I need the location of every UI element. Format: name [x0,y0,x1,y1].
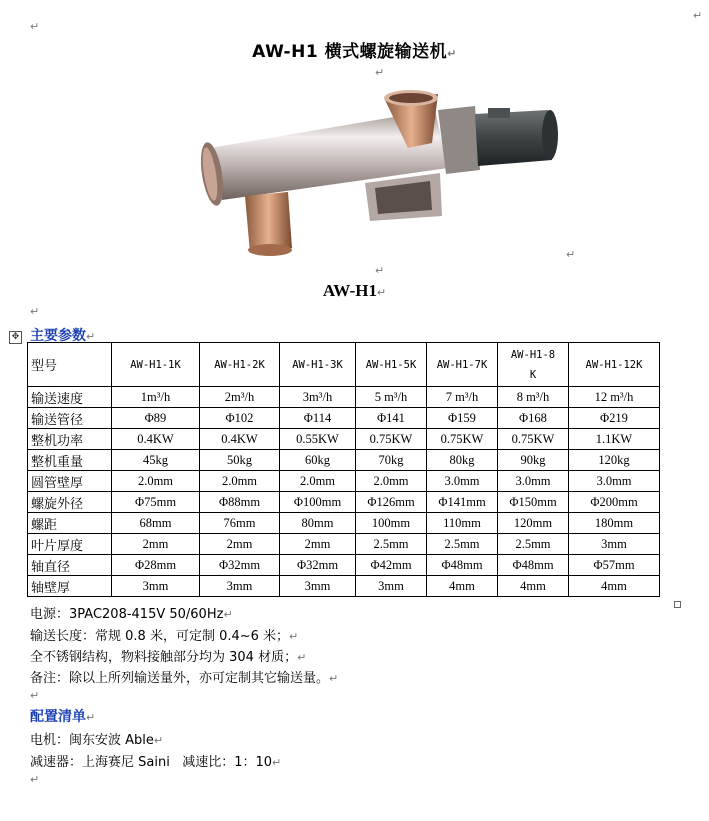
paragraph-mark: ↵ [297,651,307,664]
config-reducer [30,751,281,770]
table-cell: Φ32mm [280,555,356,576]
note-text: 全不锈钢结构，物料接触部分均为 304 材质； [30,650,298,665]
table-cell: Φ32mm [200,555,280,576]
table-cell: 80mm [280,513,356,534]
table-cell: 2.0mm [356,471,427,492]
config-text: 电机：闽东安波 Able [30,733,154,748]
paragraph-mark: ↵ [272,756,282,769]
table-cell: 3mm [356,576,427,597]
note-power [30,603,233,622]
table-cell: 12 m³/h [569,387,660,408]
table-cell: 3mm [280,576,356,597]
image-caption-text: AW-H1 [322,281,377,300]
table-cell: Φ126mm [356,492,427,513]
table-cell: 0.75KW [498,429,569,450]
table-cell: 120kg [569,450,660,471]
table-cell: 110mm [427,513,498,534]
row-label-cell: 整机重量 [28,450,112,471]
table-cell: Φ200mm [569,492,660,513]
table-cell: 90kg [498,450,569,471]
header-cell-line: AW-H1-8 [510,348,556,361]
table-cell: 3mm [112,576,200,597]
paragraph-mark: ↵ [375,264,385,277]
table-cell: 7 m³/h [427,387,498,408]
table-row [28,450,660,471]
paragraph-mark: ↵ [30,773,40,786]
table-cell: Φ168 [498,408,569,429]
table-cell: 4mm [427,576,498,597]
image-caption [0,281,709,301]
table-cell: Φ114 [280,408,356,429]
page-title [0,37,709,62]
table-row [28,492,660,513]
table-cell: 2.0mm [200,471,280,492]
table-row [28,471,660,492]
table-cell: Φ150mm [498,492,569,513]
table-cell: 3mm [200,576,280,597]
table-cell: 50kg [200,450,280,471]
table-row [28,408,660,429]
table-cell: 3.0mm [498,471,569,492]
table-cell: 70kg [356,450,427,471]
row-label-cell: 螺距 [28,513,112,534]
note-text: 电源：3PAC208-415V 50/60Hz [30,607,224,622]
table-cell: Φ141 [356,408,427,429]
section-heading-text: 配置清单 [30,709,86,725]
table-cell: 100mm [356,513,427,534]
table-cell: 45kg [112,450,200,471]
table-cell: 3.0mm [569,471,660,492]
table-cell: 80kg [427,450,498,471]
row-label-cell: 输送管径 [28,408,112,429]
table-resize-handle[interactable] [674,601,681,608]
row-label-cell: 叶片厚度 [28,534,112,555]
table-cell: Φ28mm [112,555,200,576]
table-cell: Φ57mm [569,555,660,576]
table-cell: 4mm [498,576,569,597]
note-material [30,646,306,665]
spec-table [27,342,660,597]
table-header-cell: AW-H1-1K [112,343,200,387]
row-label-cell: 输送速度 [28,387,112,408]
table-cell: 3.0mm [427,471,498,492]
section-heading-text: 主要参数 [30,328,86,344]
table-cell: 68mm [112,513,200,534]
table-cell: Φ159 [427,408,498,429]
table-header-cell: AW-H1-12K [569,343,660,387]
table-row [28,555,660,576]
table-header-cell: AW-H1-2K [200,343,280,387]
table-cell: 1m³/h [112,387,200,408]
table-header-cell: 型号 [28,343,112,387]
table-cell: 2.5mm [356,534,427,555]
table-cell: 120mm [498,513,569,534]
table-header-cell: AW-H1-7K [427,343,498,387]
row-label-cell: 圆管壁厚 [28,471,112,492]
table-cell: 76mm [200,513,280,534]
table-row [28,513,660,534]
table-cell: 2.5mm [498,534,569,555]
row-label-cell: 整机功率 [28,429,112,450]
table-header-row [28,343,660,387]
row-label-cell: 轴直径 [28,555,112,576]
row-label-cell: 螺旋外径 [28,492,112,513]
paragraph-mark: ↵ [376,287,387,299]
table-cell: Φ88mm [200,492,280,513]
paragraph-mark: ↵ [289,630,299,643]
paragraph-mark: ↵ [30,305,40,318]
table-cell: Φ219 [569,408,660,429]
table-cell: 2m³/h [200,387,280,408]
row-label-cell: 轴壁厚 [28,576,112,597]
note-text: 输送长度：常规 0.8 米，可定制 0.4~6 米； [30,629,290,644]
table-cell: Φ89 [112,408,200,429]
table-cell: 2.5mm [427,534,498,555]
table-cell: Φ48mm [427,555,498,576]
table-cell: 60kg [280,450,356,471]
paragraph-mark: ↵ [375,66,385,79]
table-row [28,534,660,555]
table-cell: 0.4KW [200,429,280,450]
table-cell: Φ102 [200,408,280,429]
table-cell: 180mm [569,513,660,534]
table-header-cell [498,343,569,387]
paragraph-mark: ↵ [86,711,96,724]
table-cell: Φ141mm [427,492,498,513]
table-cell: 1.1KW [569,429,660,450]
paragraph-mark: ↵ [447,47,457,60]
config-text: 减速器：上海赛尼 Saini 减速比：1：10 [30,755,273,770]
table-cell: 2.0mm [112,471,200,492]
table-cell: 2mm [280,534,356,555]
table-cell: 3mm [569,534,660,555]
paragraph-mark: ↵ [153,734,164,747]
product-photo-screw-conveyor [170,88,570,263]
paragraph-mark: ↵ [86,330,96,343]
section-heading-config [30,706,95,726]
paragraph-mark: ↵ [329,672,339,685]
paragraph-mark: ↵ [223,608,233,621]
table-cell: 0.75KW [356,429,427,450]
table-cell: Φ42mm [356,555,427,576]
table-cell: 0.75KW [427,429,498,450]
table-row [28,576,660,597]
paragraph-mark: ↵ [693,9,703,22]
paragraph-mark: ↵ [566,248,576,261]
header-cell-line: K [529,368,537,381]
table-cell: Φ75mm [112,492,200,513]
config-motor [30,729,163,748]
table-cell: 2mm [112,534,200,555]
table-header-cell: AW-H1-5K [356,343,427,387]
table-cell: 0.4KW [112,429,200,450]
table-cell: 3m³/h [280,387,356,408]
note-text: 备注：除以上所列输送量外，亦可定制其它输送量。 [30,671,330,686]
table-cell: Φ48mm [498,555,569,576]
table-cell: 5 m³/h [356,387,427,408]
table-cell: 4mm [569,576,660,597]
table-cell: 2mm [200,534,280,555]
table-cell: 2.0mm [280,471,356,492]
table-cell: 0.55KW [280,429,356,450]
note-length [30,625,298,644]
paragraph-mark: ↵ [30,20,40,33]
table-cell: Φ100mm [280,492,356,513]
note-remark [30,667,338,686]
paragraph-mark: ↵ [30,689,40,702]
page-title-text: AW-H1 横式螺旋输送机 [252,42,448,62]
table-move-handle-icon[interactable]: ✥ [9,331,22,344]
table-row [28,387,660,408]
table-row [28,429,660,450]
table-cell: 8 m³/h [498,387,569,408]
table-header-cell: AW-H1-3K [280,343,356,387]
